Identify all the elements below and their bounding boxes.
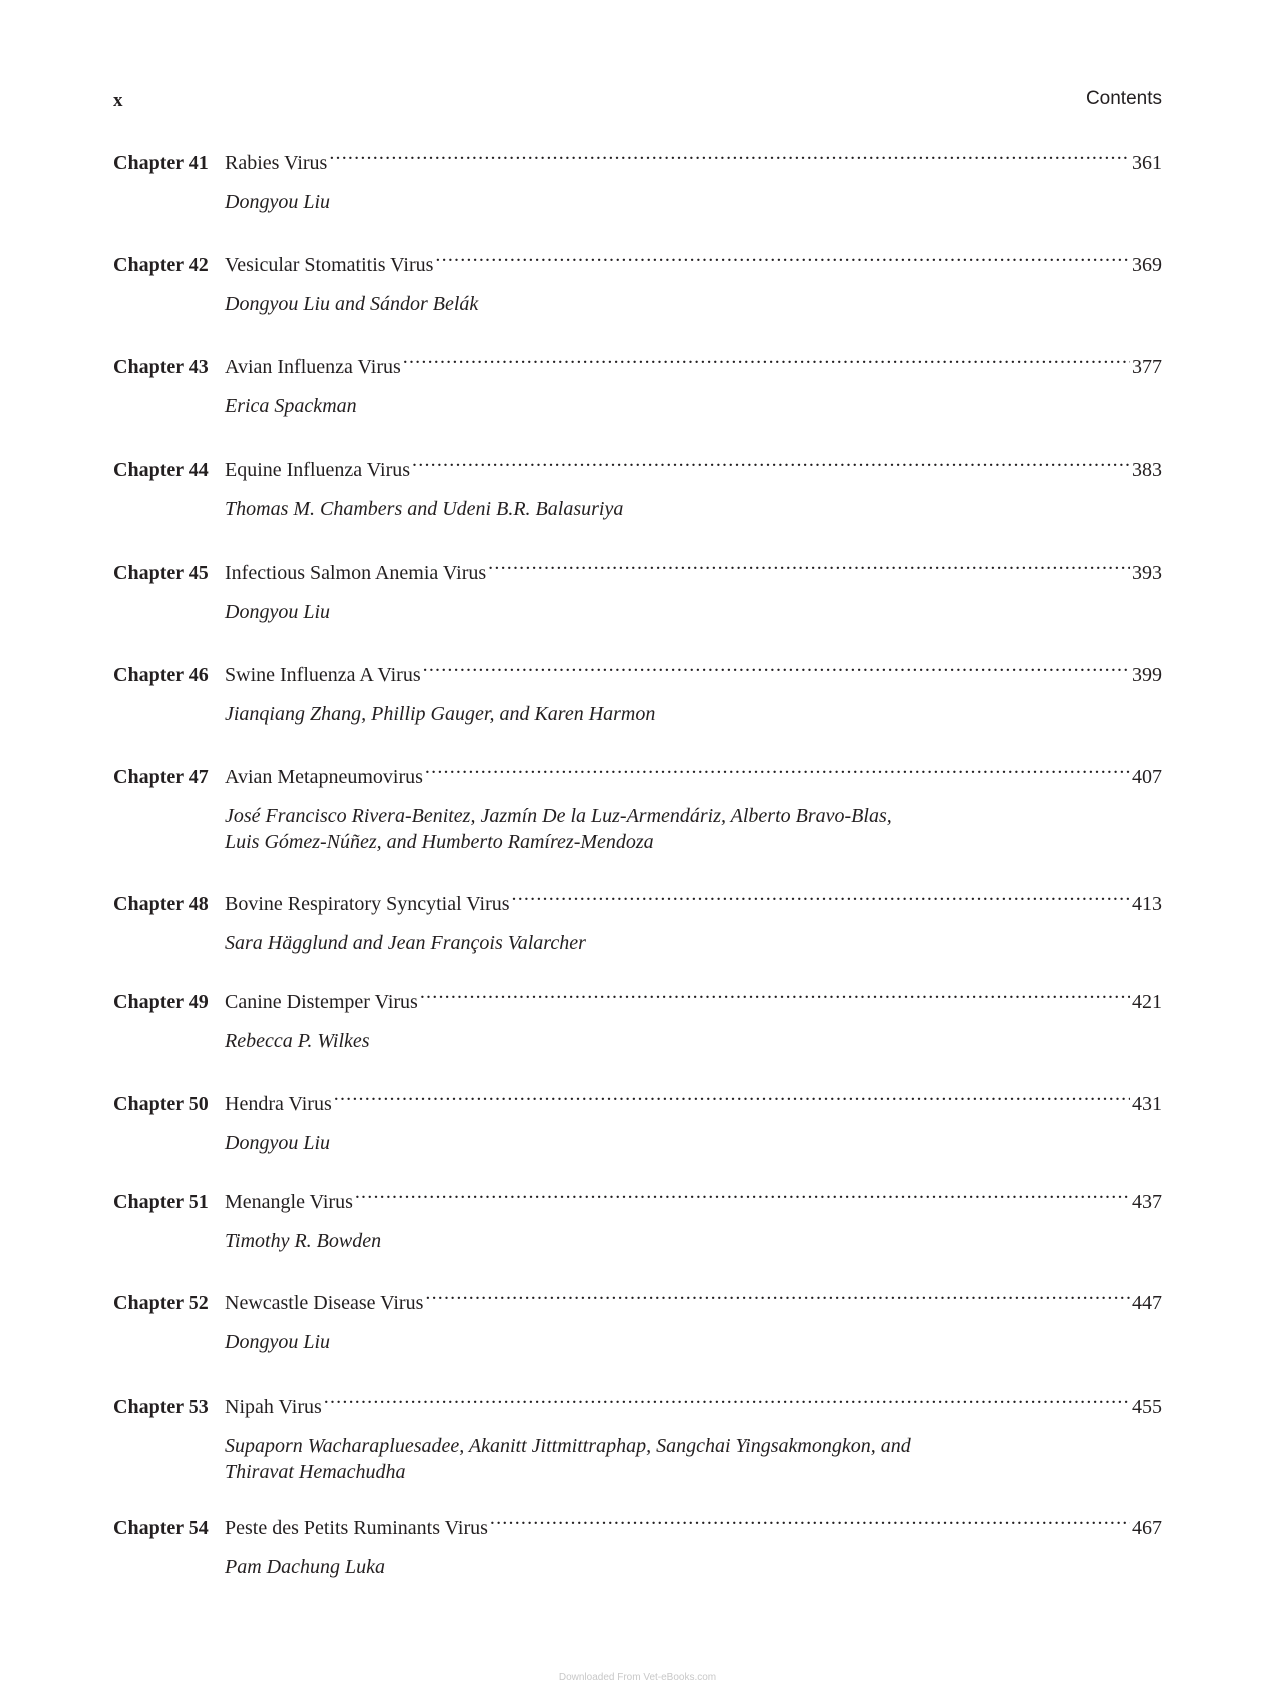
toc-entry[interactable] <box>113 1510 1162 1580</box>
chapter-page: 447 <box>1132 1292 1162 1314</box>
chapter-page: 431 <box>1132 1093 1162 1115</box>
chapter-title: Rabies Virus <box>225 152 328 174</box>
dot-leader <box>329 145 1130 169</box>
chapter-title: Bovine Respiratory Syncytial Virus <box>225 893 510 915</box>
dot-leader <box>420 984 1130 1008</box>
chapter-authors: Jianqiang Zhang, Phillip Gauger, and Karen Harmon <box>225 703 656 725</box>
toc-entry[interactable] <box>113 145 1162 215</box>
page-number: x <box>113 90 123 111</box>
chapter-page: 361 <box>1132 152 1162 174</box>
chapter-title: Peste des Petits Ruminants Virus <box>225 1517 488 1539</box>
chapter-label: Chapter 51 <box>113 1191 209 1213</box>
chapter-label: Chapter 44 <box>113 459 209 481</box>
dot-leader <box>324 1389 1130 1413</box>
dot-leader <box>425 759 1130 783</box>
toc-entry[interactable] <box>113 555 1162 625</box>
chapter-authors: Dongyou Liu <box>225 1331 330 1353</box>
dot-leader <box>423 657 1130 681</box>
dot-leader <box>412 452 1130 476</box>
chapter-page: 455 <box>1132 1396 1162 1418</box>
chapter-title: Infectious Salmon Anemia Virus <box>225 562 487 584</box>
toc-entry[interactable] <box>113 349 1162 419</box>
chapter-title: Vesicular Stomatitis Virus <box>225 254 434 276</box>
chapter-page: 377 <box>1132 356 1162 378</box>
chapter-title: Avian Metapneumovirus <box>225 766 423 788</box>
download-watermark: Downloaded From Vet-eBooks.com <box>558 1672 717 1683</box>
running-head <box>113 88 1162 114</box>
chapter-title: Newcastle Disease Virus <box>225 1292 424 1314</box>
chapter-title: Menangle Virus <box>225 1191 353 1213</box>
chapter-title: Swine Influenza A Virus <box>225 664 421 686</box>
chapter-label: Chapter 50 <box>113 1093 209 1115</box>
chapter-page: 393 <box>1132 562 1162 584</box>
chapter-authors: Supaporn Wacharapluesadee, Akanitt Jittmittraphap, Sangchai Yingsakmongkon, and Thiravat Hemachudha <box>225 1435 911 1483</box>
chapter-page: 399 <box>1132 664 1162 686</box>
chapter-authors: Dongyou Liu <box>225 191 330 213</box>
toc-entry[interactable] <box>113 657 1162 727</box>
chapter-label: Chapter 52 <box>113 1292 209 1314</box>
chapter-label: Chapter 47 <box>113 766 209 788</box>
dot-leader <box>488 555 1130 579</box>
chapter-label: Chapter 53 <box>113 1396 209 1418</box>
chapter-authors: José Francisco Rivera-Benitez, Jazmín De la Luz-Armendáriz, Alberto Bravo-Blas, Luis Gómez-Núñez, and Humberto Ramírez-Mendoza <box>225 805 892 853</box>
chapter-authors: Dongyou Liu <box>225 601 330 623</box>
chapter-authors: Rebecca P. Wilkes <box>225 1030 370 1052</box>
toc-entry[interactable] <box>113 1389 1162 1485</box>
chapter-title: Canine Distemper Virus <box>225 991 418 1013</box>
dot-leader <box>435 247 1130 271</box>
chapter-title: Equine Influenza Virus <box>225 459 411 481</box>
chapter-label: Chapter 48 <box>113 893 209 915</box>
chapter-label: Chapter 54 <box>113 1517 209 1539</box>
dot-leader <box>334 1086 1130 1110</box>
chapter-authors: Erica Spackman <box>225 395 357 417</box>
running-title: Contents <box>1085 88 1162 109</box>
chapter-page: 413 <box>1132 893 1162 915</box>
chapter-label: Chapter 43 <box>113 356 209 378</box>
chapter-page: 437 <box>1132 1191 1162 1213</box>
chapter-page: 383 <box>1132 459 1162 481</box>
toc-entry[interactable] <box>113 247 1162 317</box>
dot-leader <box>512 886 1130 910</box>
chapter-label: Chapter 46 <box>113 664 209 686</box>
chapter-label: Chapter 45 <box>113 562 209 584</box>
chapter-authors: Thomas M. Chambers and Udeni B.R. Balasuriya <box>225 498 624 520</box>
dot-leader <box>355 1184 1130 1208</box>
toc-entry[interactable] <box>113 759 1162 855</box>
dot-leader <box>490 1510 1130 1534</box>
toc-entry[interactable] <box>113 1184 1162 1254</box>
toc-entry[interactable] <box>113 1285 1162 1355</box>
toc-entry[interactable] <box>113 452 1162 522</box>
dot-leader <box>403 349 1130 373</box>
chapter-authors: Pam Dachung Luka <box>225 1556 385 1578</box>
chapter-authors: Dongyou Liu and Sándor Belák <box>225 293 479 315</box>
chapter-page: 407 <box>1132 766 1162 788</box>
toc-entry[interactable] <box>113 1086 1162 1156</box>
chapter-label: Chapter 41 <box>113 152 209 174</box>
chapter-page: 369 <box>1132 254 1162 276</box>
chapter-title: Avian Influenza Virus <box>225 356 401 378</box>
chapter-authors: Timothy R. Bowden <box>225 1230 382 1252</box>
dot-leader <box>425 1285 1130 1309</box>
chapter-title: Nipah Virus <box>225 1396 322 1418</box>
chapter-title: Hendra Virus <box>225 1093 332 1115</box>
chapter-authors: Sara Hägglund and Jean François Valarcher <box>225 932 586 954</box>
toc-entry[interactable] <box>113 984 1162 1054</box>
chapter-label: Chapter 49 <box>113 991 209 1013</box>
chapter-page: 467 <box>1132 1517 1162 1539</box>
toc-entry[interactable] <box>113 886 1162 956</box>
chapter-page: 421 <box>1132 991 1162 1013</box>
chapter-label: Chapter 42 <box>113 254 209 276</box>
chapter-authors: Dongyou Liu <box>225 1132 330 1154</box>
